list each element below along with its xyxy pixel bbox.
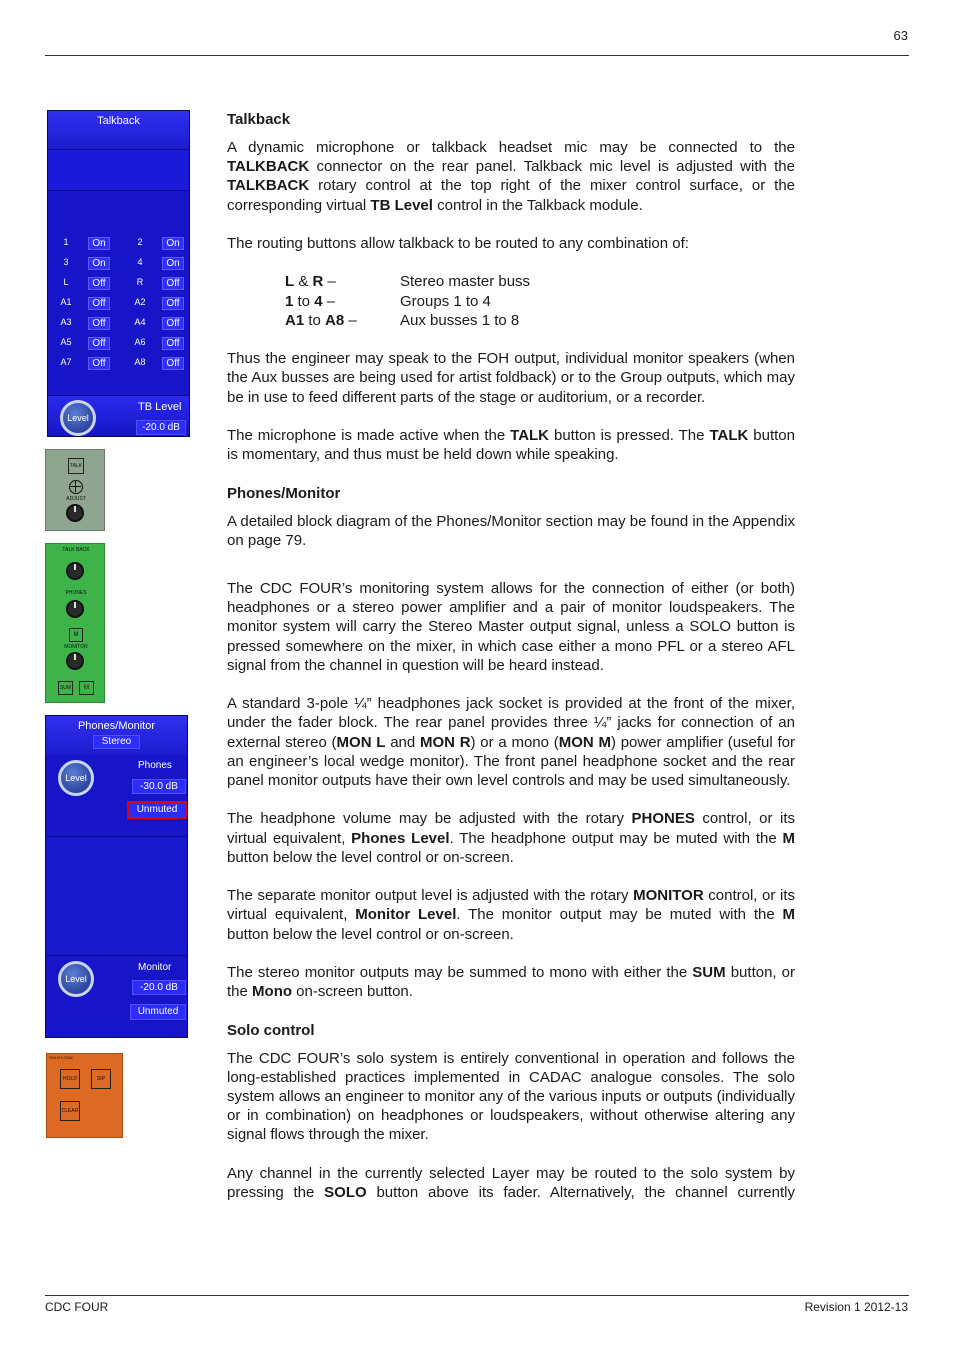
talkback-paragraph-3: Thus the engineer may speak to the FOH output, individual monitor speakers (when the Aux busses are being used for artist foldback) or to the Group outputs, which may be in use to feed different parts of the stage or auditorium, or a recorder.	[227, 350, 795, 406]
routing-row	[48, 277, 190, 291]
phones-paragraph-5: The separate monitor output level is adjusted with the rotary MONITOR control, or its virtual equivalent, Monitor Level. The monitor output may be muted with the M button below the level control or on-screen.	[227, 887, 795, 943]
routing-item: L & R – Stereo master buss	[285, 273, 531, 291]
routing-row	[48, 317, 190, 331]
talk-button[interactable]: TALK	[68, 458, 84, 474]
monitor-mute-toggle[interactable]: Unmuted	[130, 1004, 186, 1020]
adjust-label: ADJUST	[66, 496, 86, 502]
phones-monitor-title: Phones/Monitor	[77, 720, 156, 732]
routing-row	[48, 297, 190, 311]
stereo-mode-button[interactable]: Stereo	[93, 735, 140, 749]
phones-paragraph-4: The headphone volume may be adjusted with the rotary PHONES control, or its virtual equivalent, Phones Level. The headphone output may be muted with the M button below the level control or on-screen.	[227, 810, 795, 866]
talkback-knob-label: TALK BACK	[62, 547, 90, 553]
routing-label: A1	[60, 297, 72, 307]
page-number: 63	[893, 28, 908, 43]
routing-button-2[interactable]: On	[162, 237, 184, 250]
routing-button-1[interactable]: On	[88, 237, 110, 250]
phones-mute-toggle[interactable]: Unmuted	[127, 801, 187, 819]
solo-sip-button[interactable]: SIP	[91, 1069, 111, 1089]
tb-level-label: TB Level	[138, 401, 182, 413]
monitor-hardware-panel	[45, 543, 105, 703]
solo-logic-label: SOLO LOGIC	[49, 1055, 74, 1060]
phones-level-knob[interactable]	[66, 600, 84, 618]
phones-level-value: -30.0 dB	[132, 779, 186, 794]
routing-label: 1	[63, 237, 69, 247]
talkback-screen	[47, 110, 190, 437]
talkback-paragraph-1: A dynamic microphone or talkback headset mic may be connected to the TALKBACK connector on the rear panel. Talkback mic level is adjusted with the TALKBACK rotary control at the top right of the mixer control surface, or the corresponding virtual TB Level control in the Talkback module.	[227, 139, 795, 214]
routing-label: A3	[60, 317, 72, 327]
routing-row	[48, 257, 190, 271]
talkback-paragraph-2: The routing buttons allow talkback to be routed to any combination of:	[227, 235, 689, 252]
tb-level-section	[48, 395, 190, 437]
routing-label: A2	[134, 297, 146, 307]
phones-monitor-header	[46, 716, 187, 755]
phones-monitor-spacer	[46, 836, 188, 956]
routing-button-4[interactable]: On	[162, 257, 184, 270]
routing-label: A8	[134, 357, 146, 367]
phones-mute-button[interactable]: M	[69, 628, 83, 642]
routing-row	[48, 237, 190, 251]
solo-paragraph-2: Any channel in the currently selected Layer may be routed to the solo system by pressing the SOLO button above its fader. Alternatively, the channel currently	[227, 1164, 795, 1201]
phones-monitor-heading: Phones/Monitor	[227, 484, 341, 502]
routing-button-a6[interactable]: Off	[162, 337, 184, 350]
monitor-label: Monitor	[138, 962, 172, 973]
routing-label: A5	[60, 337, 72, 347]
tb-level-value: -20.0 dB	[136, 420, 186, 435]
routing-button-3[interactable]: On	[88, 257, 110, 270]
tb-level-knob[interactable]	[60, 400, 96, 436]
phones-level-knob-virtual[interactable]	[58, 760, 94, 796]
talkback-heading: Talkback	[227, 111, 291, 128]
routing-label: A6	[134, 337, 146, 347]
footer-product: CDC FOUR	[45, 1300, 109, 1314]
routing-button-l[interactable]: Off	[88, 277, 110, 290]
routing-label: R	[136, 277, 144, 287]
knob-label: Level	[67, 413, 89, 423]
routing-label: 2	[137, 237, 143, 247]
solo-clear-button[interactable]: CLEAR	[60, 1101, 80, 1121]
routing-button-a2[interactable]: Off	[162, 297, 184, 310]
routing-label: A4	[134, 317, 146, 327]
routing-button-a8[interactable]: Off	[162, 357, 184, 370]
monitor-level-knob[interactable]	[66, 652, 84, 670]
phones-label: Phones	[138, 760, 172, 771]
crosshair-icon	[69, 480, 83, 494]
talkback-level-knob[interactable]	[66, 562, 84, 580]
routing-label: L	[63, 277, 69, 287]
routing-label: A7	[60, 357, 72, 367]
knob-label: Level	[65, 974, 87, 984]
routing-list	[285, 272, 795, 330]
talkback-screen-title: Talkback	[48, 111, 189, 149]
monitor-level-knob-virtual[interactable]	[58, 961, 94, 997]
sum-button[interactable]: SUM	[58, 681, 73, 695]
footer-rule	[45, 1295, 909, 1296]
phones-knob-label: PHONES	[65, 590, 87, 596]
routing-button-a1[interactable]: Off	[88, 297, 110, 310]
routing-button-r[interactable]: Off	[162, 277, 184, 290]
monitor-knob-label: MONITOR	[64, 644, 88, 650]
talk-hardware-panel	[45, 449, 105, 531]
phones-paragraph-2: The CDC FOUR’s monitoring system allows for the connection of either (or both) headphones or a stereo power amplifier and a pair of monitor loudspeakers. The monitor system will carry the Stereo Master output signal, unless a SOLO button is pressed somewhere on the mixer, in which case either a mono PFL or a stereo AFL signal from the channel in question will be heard instead.	[227, 579, 795, 674]
header-rule	[45, 55, 909, 56]
routing-button-a3[interactable]: Off	[88, 317, 110, 330]
talkback-adjust-knob[interactable]	[66, 504, 84, 522]
routing-item: A1 to A8 – Aux busses 1 to 8	[285, 311, 520, 329]
routing-button-a5[interactable]: Off	[88, 337, 110, 350]
talkback-paragraph-4: The microphone is made active when the TALK button is pressed. The TALK button is momentary, and thus must be held down while speaking.	[227, 426, 795, 464]
footer-revision: Revision 1 2012-13	[804, 1300, 908, 1314]
solo-paragraph-1: The CDC FOUR’s solo system is entirely conventional in operation and follows the long-established practices implemented in CADAC analogue consoles. The solo system allows an engineer to monitor any of the various inputs or outputs (individually or in combination) on headphones or loudspeakers, without otherwise altering any signal flows through the mixer.	[227, 1049, 795, 1144]
phones-paragraph-1: A detailed block diagram of the Phones/Monitor section may be found in the Appendix on page 79.	[227, 512, 795, 549]
solo-logic-panel	[46, 1053, 123, 1138]
monitor-mute-button[interactable]: M	[79, 681, 94, 695]
routing-row	[48, 357, 190, 371]
routing-label: 3	[63, 257, 69, 267]
main-content	[227, 110, 795, 1221]
routing-row	[48, 337, 190, 351]
routing-label: 4	[137, 257, 143, 267]
routing-button-a4[interactable]: Off	[162, 317, 184, 330]
routing-button-a7[interactable]: Off	[88, 357, 110, 370]
routing-item: 1 to 4 – Groups 1 to 4	[285, 292, 491, 310]
solo-heading: Solo control	[227, 1021, 315, 1039]
monitor-level-value: -20.0 dB	[132, 980, 186, 995]
knob-label: Level	[65, 773, 87, 783]
phones-monitor-screen	[45, 715, 188, 1038]
phones-paragraph-6: The stereo monitor outputs may be summed to mono with either the SUM button, or the Mono on-screen button.	[227, 963, 796, 1001]
phones-paragraph-3: A standard 3-pole ¼” headphones jack socket is provided at the front of the mixer, under the fader block. The rear panel provides three ¼” jacks for connection of an external stereo (MON L and MON R) or a mono (MON M) power amplifier (useful for an engineer’s local wedge monitor). The front panel headphone socket and the rear panel monitor outputs have their own level controls and may be used simultaneously.	[227, 695, 795, 789]
solo-hold-button[interactable]: HOLD	[60, 1069, 80, 1089]
talkback-screen-band	[48, 149, 189, 191]
